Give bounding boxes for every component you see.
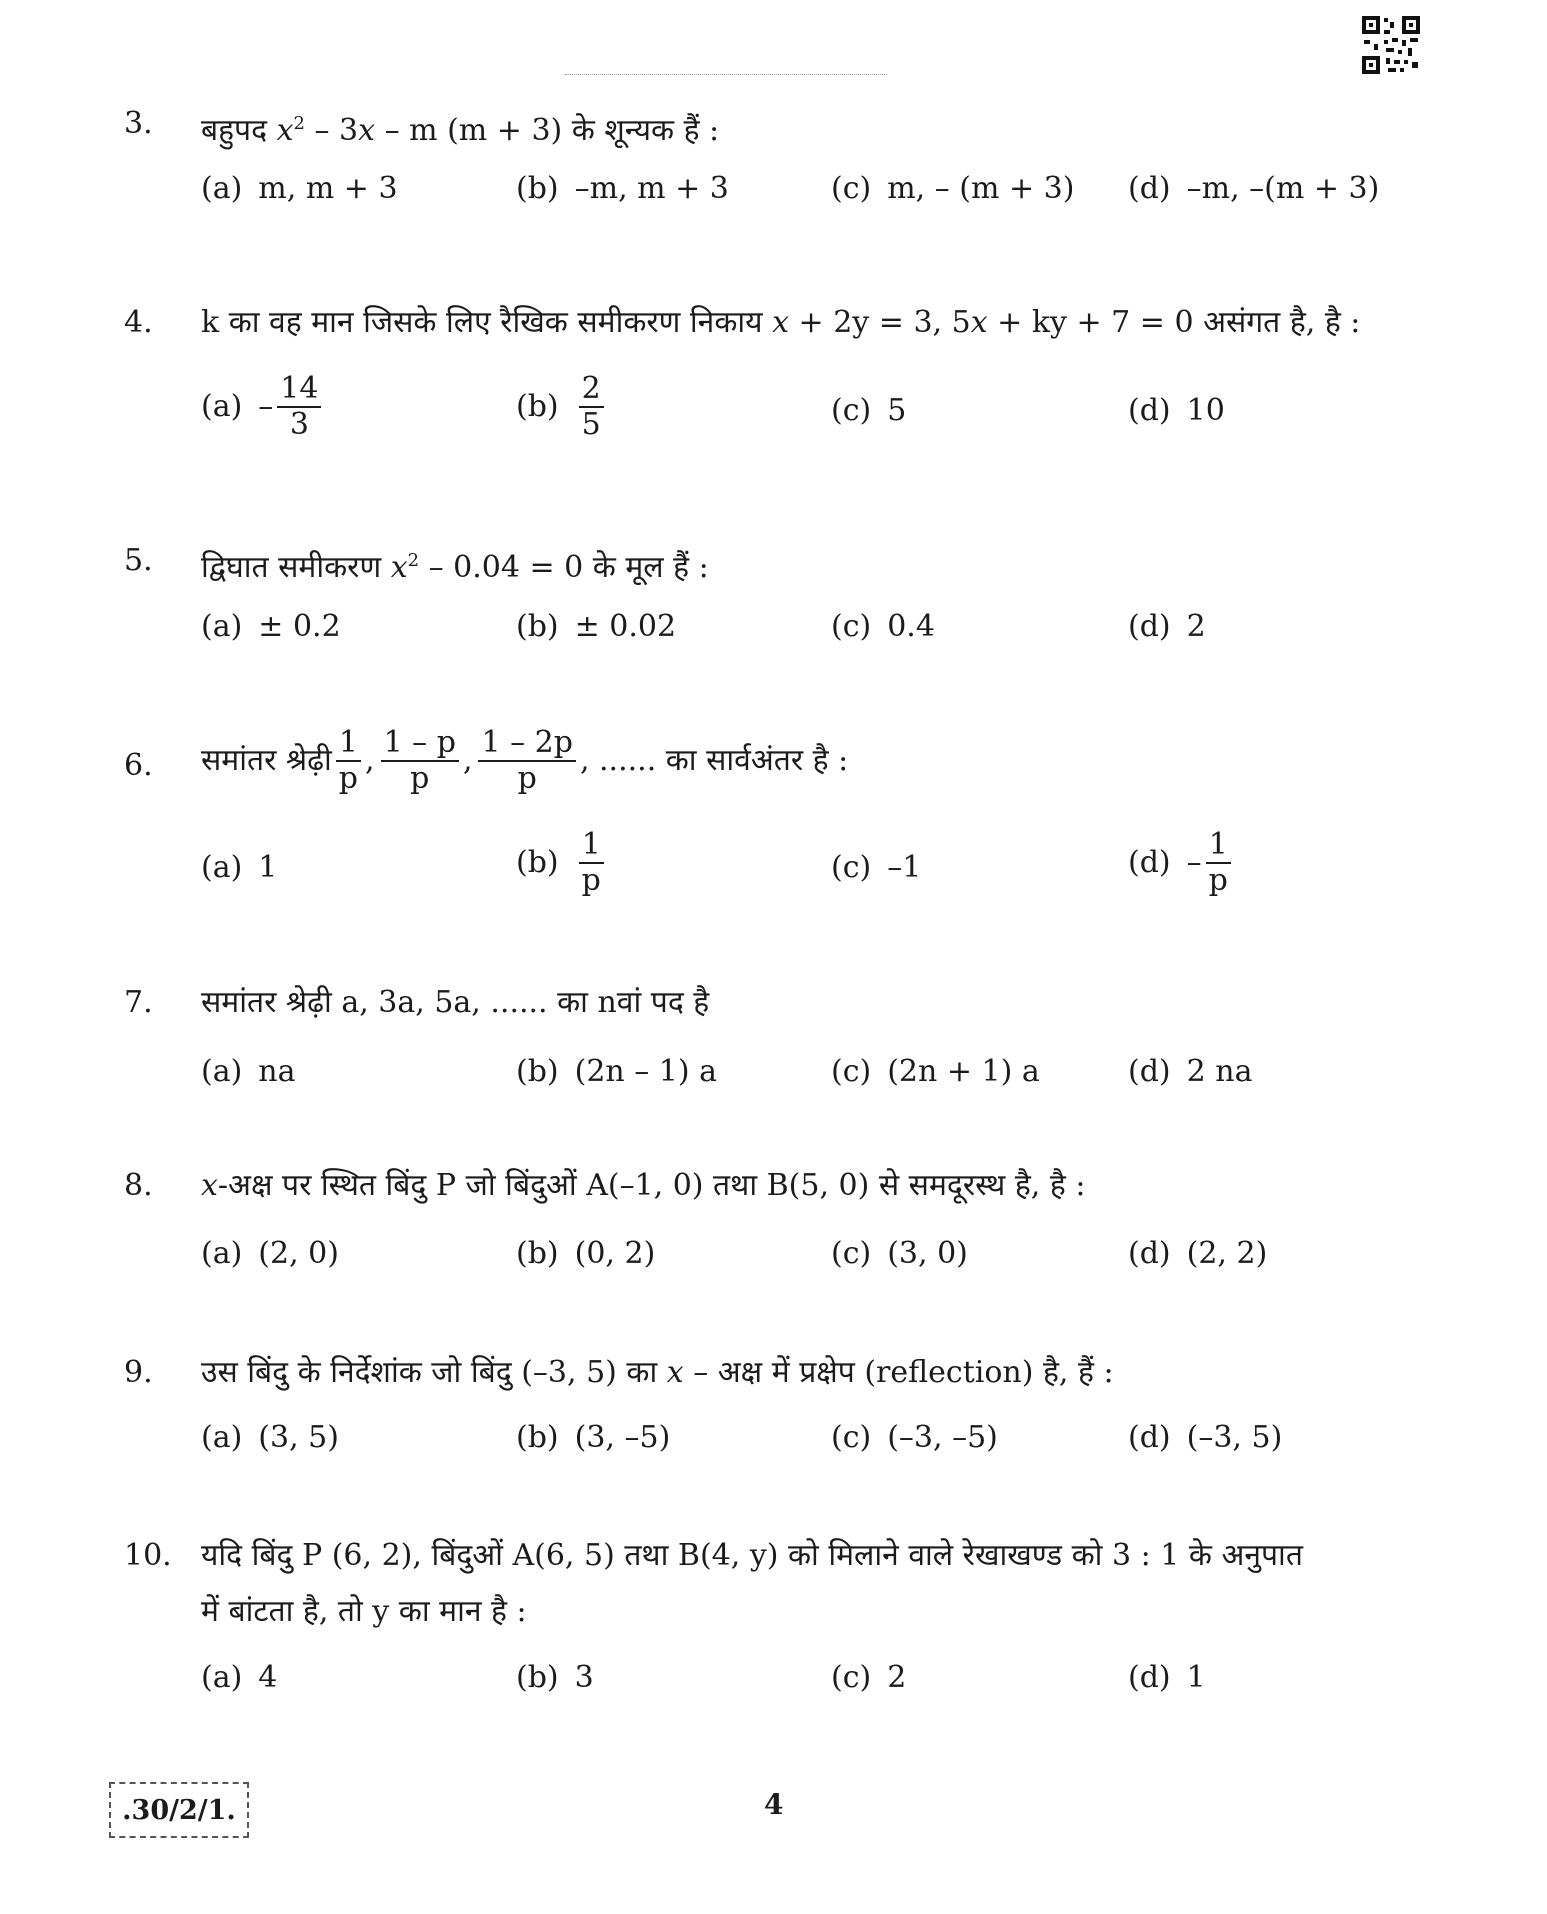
fraction <box>277 372 321 442</box>
question-text: यदि बिंदु P (6, 2), बिंदुओं A(6, 5) तथा B(4, y) को मिलाने वाले रेखाखण्ड को 3 : 1 के अनुपात <box>201 1538 1303 1573</box>
comma: , <box>365 743 375 778</box>
option-label: (a) <box>201 1660 243 1695</box>
option-value: ± 0.02 <box>574 609 677 644</box>
option-value: 0.4 <box>887 609 935 644</box>
option-label: (d) <box>1128 609 1171 644</box>
option-label: (d) <box>1128 171 1171 206</box>
option-value: 5 <box>887 393 907 428</box>
question-text <box>201 303 1360 343</box>
denominator: p <box>338 761 359 796</box>
option-label: (a) <box>201 389 243 424</box>
variable: x <box>772 305 789 340</box>
question-number: 3. <box>124 106 153 141</box>
option-value: –1 <box>887 850 922 885</box>
text-run: k का वह मान जिसके लिए रैखिक समीकरण निकाय <box>201 305 773 340</box>
fraction <box>579 372 604 442</box>
text-run: समांतर श्रेढ़ी <box>201 743 332 778</box>
option-label: (a) <box>201 1236 243 1271</box>
numerator: 1 <box>336 726 361 762</box>
question-text <box>201 541 709 588</box>
option-label: (d) <box>1128 393 1171 428</box>
text-run: – m (m + 3) के शून्यक हैं : <box>375 113 720 148</box>
option-a[interactable] <box>201 1052 296 1092</box>
option-b[interactable] <box>516 1234 655 1274</box>
option-label: (a) <box>201 171 243 206</box>
option-c[interactable] <box>831 607 935 647</box>
variable: x <box>358 113 376 148</box>
exponent: 2 <box>407 550 420 571</box>
fraction <box>579 828 604 898</box>
option-label: (b) <box>516 845 559 880</box>
option-value: (2, 0) <box>258 1236 339 1271</box>
text-run: बहुपद <box>201 113 277 148</box>
question-number: 9. <box>124 1355 153 1390</box>
question-number: 6. <box>124 748 153 783</box>
option-a[interactable] <box>201 607 341 647</box>
text-run: + ky + 7 = 0 असंगत है, है : <box>987 305 1361 340</box>
option-label: (c) <box>831 609 872 644</box>
denominator: p <box>410 761 430 796</box>
question-number: 5. <box>124 543 153 578</box>
fraction <box>336 726 361 796</box>
option-value: (0, 2) <box>574 1236 656 1271</box>
question-text <box>201 104 719 151</box>
option-value: (–3, 5) <box>1186 1420 1283 1455</box>
option-label: (d) <box>1128 845 1171 880</box>
option-d[interactable] <box>1128 607 1206 647</box>
text-run: – 0.04 = 0 के मूल हैं : <box>419 550 709 585</box>
text-run: + 2y = 3, 5 <box>789 305 971 340</box>
option-value: ± 0.2 <box>258 609 341 644</box>
fraction <box>381 726 459 796</box>
question-text <box>201 726 848 796</box>
option-c[interactable] <box>831 1052 1040 1092</box>
option-value: 3 <box>574 1660 594 1695</box>
numerator: 1 – p <box>381 726 459 762</box>
comma: , <box>462 743 473 778</box>
option-a[interactable] <box>201 169 398 209</box>
option-label: (c) <box>831 1054 872 1089</box>
option-d[interactable] <box>1128 1052 1252 1092</box>
option-value: (3, –5) <box>574 1420 671 1455</box>
option-a[interactable] <box>201 848 277 888</box>
option-label: (b) <box>516 1236 559 1271</box>
option-d[interactable] <box>1128 169 1379 209</box>
question-number: 4. <box>124 305 153 340</box>
text-run: समांतर श्रेढ़ी a, 3a, 5a, ...... का nवां पद है <box>201 985 710 1020</box>
option-value: 10 <box>1186 393 1225 428</box>
option-label: (c) <box>831 1420 872 1455</box>
variable: x <box>201 1168 218 1203</box>
qr-code-icon <box>1360 14 1422 76</box>
option-d[interactable] <box>1128 1658 1206 1698</box>
option-label: (a) <box>201 850 243 885</box>
option-label: (d) <box>1128 1420 1171 1455</box>
option-label: (b) <box>516 1420 559 1455</box>
numerator: 1 – 2p <box>478 726 575 762</box>
minus-sign: – <box>258 389 274 424</box>
option-label: (d) <box>1128 1054 1171 1089</box>
question-text <box>201 1166 1085 1206</box>
option-label: (c) <box>831 1236 872 1271</box>
question-text <box>201 1353 1114 1393</box>
denominator: p <box>517 761 537 796</box>
option-label: (d) <box>1128 1236 1171 1271</box>
fraction <box>478 726 575 796</box>
paper-code: .30/2/1. <box>109 1782 249 1838</box>
variable: x <box>666 1355 684 1390</box>
option-b[interactable] <box>516 1658 594 1698</box>
option-value: (2n – 1) a <box>574 1054 718 1089</box>
variable: x <box>390 550 408 585</box>
question-text-continued: में बांटता है, तो y का मान है : <box>201 1594 527 1629</box>
option-label: (c) <box>831 850 872 885</box>
option-value: 1 <box>258 850 278 885</box>
text-run: -अक्ष पर स्थित बिंदु P जो बिंदुओं A(–1, 0) तथा B(5, 0) से समदूरस्थ है, है : <box>217 1168 1086 1203</box>
option-label: (b) <box>516 1660 559 1695</box>
option-value: 2 <box>1186 609 1206 644</box>
option-c[interactable] <box>831 848 921 888</box>
option-a[interactable] <box>201 1658 277 1698</box>
question-number: 10. <box>124 1538 172 1573</box>
option-value: (–3, –5) <box>887 1420 998 1455</box>
option-label: (b) <box>516 609 559 644</box>
text-run: द्विघात समीकरण <box>201 550 391 585</box>
option-d[interactable] <box>1128 391 1225 431</box>
option-value: m, m + 3 <box>258 171 398 206</box>
header-rule <box>565 74 887 75</box>
option-b[interactable] <box>516 1052 717 1092</box>
option-b[interactable] <box>516 372 608 442</box>
option-label: (c) <box>831 1660 872 1695</box>
option-label: (b) <box>516 1054 559 1089</box>
option-c[interactable] <box>831 1234 968 1274</box>
numerator: 1 <box>579 828 604 864</box>
option-value: –m, m + 3 <box>574 171 729 206</box>
option-label: (d) <box>1128 1660 1171 1695</box>
text-run: उस बिंदु के निर्देशांक जो बिंदु (–3, 5) का <box>201 1355 667 1390</box>
option-a[interactable] <box>201 1418 339 1458</box>
numerator: 2 <box>579 372 604 408</box>
option-b[interactable] <box>516 1418 670 1458</box>
option-c[interactable] <box>831 169 1074 209</box>
numerator: 14 <box>277 372 321 408</box>
text-run: – 3 <box>304 113 359 148</box>
option-label: (c) <box>831 171 872 206</box>
text-run: , ...... का सार्वअंतर है : <box>579 743 849 778</box>
option-value: 4 <box>258 1660 278 1695</box>
numerator: 1 <box>1206 828 1231 864</box>
fraction <box>1206 828 1231 898</box>
option-value: (3, 5) <box>258 1420 339 1455</box>
option-value: 2 na <box>1186 1054 1253 1089</box>
option-c[interactable] <box>831 1418 998 1458</box>
exponent: 2 <box>293 113 305 134</box>
option-value: (2n + 1) a <box>887 1054 1040 1089</box>
question-number: 7. <box>124 985 153 1020</box>
text-run: – अक्ष में प्रक्षेप (reflection) है, हैं : <box>683 1355 1114 1390</box>
denominator: p <box>581 863 601 898</box>
option-c[interactable] <box>831 1658 906 1698</box>
page-number: 4 <box>764 1788 784 1821</box>
denominator: 3 <box>289 407 309 442</box>
option-value: na <box>258 1054 296 1089</box>
option-d[interactable] <box>1128 1418 1282 1458</box>
option-value: –m, –(m + 3) <box>1186 171 1380 206</box>
option-value: 1 <box>1186 1660 1206 1695</box>
option-b[interactable] <box>516 828 608 898</box>
option-label: (b) <box>516 171 559 206</box>
option-d[interactable] <box>1128 1234 1267 1274</box>
variable: x <box>970 305 988 340</box>
option-label: (a) <box>201 1054 243 1089</box>
option-b[interactable] <box>516 169 729 209</box>
option-label: (b) <box>516 389 559 424</box>
variable: x <box>276 113 294 148</box>
denominator: p <box>1208 863 1228 898</box>
minus-sign: – <box>1186 845 1202 880</box>
option-label: (a) <box>201 609 243 644</box>
option-value: (3, 0) <box>887 1236 968 1271</box>
option-value: (2, 2) <box>1186 1236 1268 1271</box>
question-text <box>201 983 709 1023</box>
option-b[interactable] <box>516 607 676 647</box>
question-number: 8. <box>124 1168 153 1203</box>
option-d[interactable] <box>1128 828 1235 898</box>
option-value: m, – (m + 3) <box>887 171 1075 206</box>
option-a[interactable] <box>201 1234 339 1274</box>
option-label: (c) <box>831 393 872 428</box>
option-value: 2 <box>887 1660 907 1695</box>
option-a[interactable] <box>201 372 325 442</box>
option-label: (a) <box>201 1420 243 1455</box>
option-c[interactable] <box>831 391 906 431</box>
denominator: 5 <box>581 407 601 442</box>
